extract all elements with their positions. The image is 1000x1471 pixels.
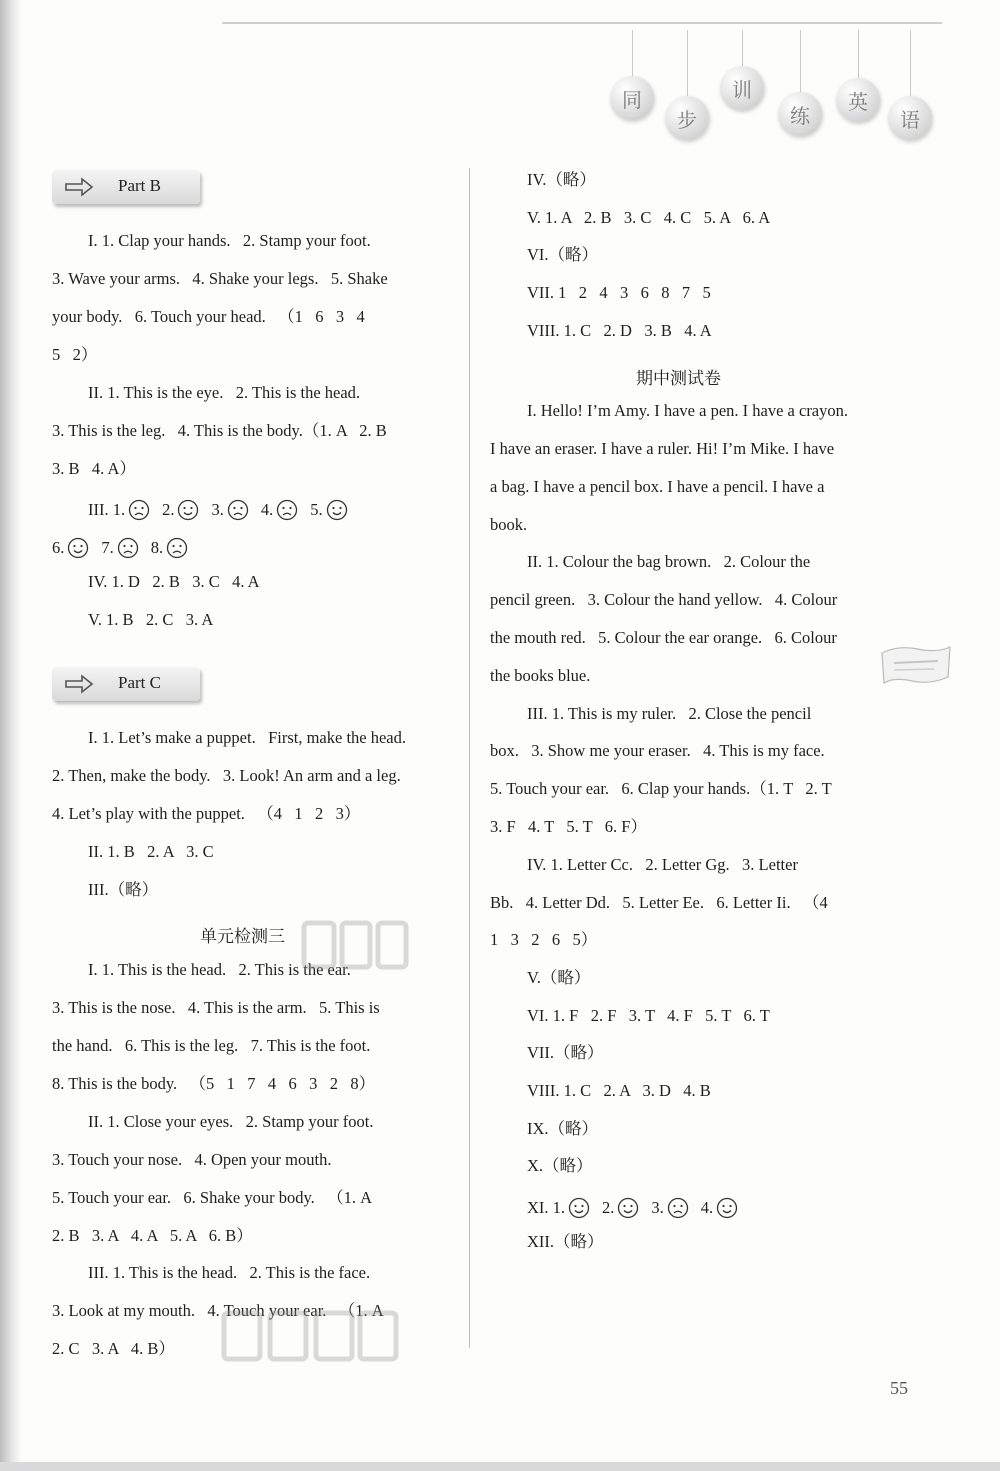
text-line: X.（略） bbox=[527, 1156, 593, 1175]
happy-face-icon bbox=[326, 499, 348, 521]
text-line: II. 1. Colour the bag brown. 2. Colour the bbox=[527, 552, 811, 571]
face-item bbox=[310, 498, 359, 522]
text-line: 3. Look at my mouth. 4. Touch your ear. （1. A bbox=[52, 1301, 384, 1320]
item-number: 2. bbox=[162, 500, 175, 519]
text-line: 2. B 3. A 4. A 5. A 6. B） bbox=[52, 1226, 253, 1245]
text-line: 3. This is the nose. 4. This is the arm. 5. This is bbox=[52, 998, 380, 1017]
text-line: your body. 6. Touch your head. （1 6 3 4 bbox=[52, 307, 365, 326]
tag-string bbox=[632, 30, 633, 80]
text-line: III. 1. This is the head. 2. This is the face. bbox=[88, 1263, 371, 1282]
item-number: 1. bbox=[552, 1198, 566, 1217]
item-number: 5. bbox=[310, 500, 323, 519]
text-line: 1 3 2 6 5） bbox=[490, 930, 598, 949]
text-line: box. 3. Show me your eraser. 4. This is my face. bbox=[490, 741, 825, 760]
faces-row bbox=[527, 1196, 750, 1220]
face-item bbox=[553, 1196, 602, 1220]
text-line: XII.（略） bbox=[527, 1232, 604, 1251]
face-item bbox=[151, 536, 200, 560]
text-line: 2. C 3. A 4. B） bbox=[52, 1339, 175, 1358]
text-line: 5. Touch your ear. 6. Clap your hands.（1. T 2. T bbox=[490, 779, 832, 798]
text-line: the books blue. bbox=[490, 666, 591, 685]
sad-face-icon bbox=[227, 499, 249, 521]
text-line: book. bbox=[490, 515, 528, 534]
text-line: V. 1. A 2. B 3. C 4. C 5. A 6. A bbox=[527, 208, 771, 227]
footer-rule bbox=[0, 1462, 1000, 1471]
text-line: 3. Wave your arms. 4. Shake your legs. 5. Shake bbox=[52, 269, 388, 288]
text-line: 5. Touch your ear. 6. Shake your body. （1. A bbox=[52, 1188, 373, 1207]
arrow-right-icon bbox=[64, 673, 94, 695]
text-line: VI.（略） bbox=[527, 245, 599, 264]
section-label: Part C bbox=[118, 673, 161, 692]
title-tag: 练 bbox=[778, 92, 822, 136]
title-tag: 步 bbox=[665, 96, 709, 140]
section-header-part-c bbox=[52, 667, 200, 701]
column-divider bbox=[469, 168, 470, 1348]
title-tag: 同 bbox=[610, 76, 654, 120]
text-line: 8. This is the body. （5 1 7 4 6 3 2 8） bbox=[52, 1074, 376, 1093]
tag-string bbox=[858, 30, 859, 82]
sad-face-icon bbox=[128, 499, 150, 521]
text-line: V.（略） bbox=[527, 968, 591, 987]
happy-face-icon bbox=[177, 499, 199, 521]
text-line: a bag. I have a pencil box. I have a pencil. I have a bbox=[490, 477, 825, 496]
item-number: III. bbox=[88, 500, 109, 519]
item-number: 1. bbox=[112, 500, 126, 519]
watermark-mark bbox=[220, 1305, 400, 1367]
text-line: 5 2） bbox=[52, 345, 98, 364]
text-line: II. 1. This is the eye. 2. This is the head. bbox=[88, 383, 361, 402]
sad-face-icon bbox=[166, 537, 188, 559]
face-item bbox=[261, 498, 310, 522]
face-item bbox=[101, 536, 150, 560]
section-header-part-b bbox=[52, 170, 200, 204]
tag-string bbox=[687, 30, 688, 100]
text-line: 3. B 4. A） bbox=[52, 459, 136, 478]
text-line: Bb. 4. Letter Dd. 5. Letter Ee. 6. Letter Ii. （4 bbox=[490, 893, 828, 912]
face-item bbox=[651, 1196, 700, 1220]
faces-row bbox=[88, 498, 360, 522]
text-line: IX.（略） bbox=[527, 1119, 599, 1138]
text-line: 3. F 4. T 5. T 6. F） bbox=[490, 817, 647, 836]
text-line: III.（略） bbox=[88, 880, 159, 899]
item-number: 6. bbox=[52, 538, 65, 557]
item-number: XI. bbox=[527, 1198, 549, 1217]
text-line: 2. Then, make the body. 3. Look! An arm and a leg. bbox=[52, 766, 401, 785]
text-line: pencil green. 3. Colour the hand yellow. 4. Colour bbox=[490, 590, 838, 609]
title-tags bbox=[600, 20, 960, 150]
text-line: the mouth red. 5. Colour the ear orange. 6. Colour bbox=[490, 628, 837, 647]
page-edge-shadow bbox=[0, 0, 22, 1471]
sad-face-icon bbox=[667, 1197, 689, 1219]
text-line: 3. This is the leg. 4. This is the body.（1. A 2. B bbox=[52, 421, 387, 440]
text-line: III. 1. This is my ruler. 2. Close the pencil bbox=[527, 704, 812, 723]
face-item bbox=[52, 536, 101, 560]
face-item bbox=[162, 498, 211, 522]
happy-face-icon bbox=[716, 1197, 738, 1219]
title-tag: 语 bbox=[888, 96, 932, 140]
item-number: 3. bbox=[211, 500, 224, 519]
faces-row bbox=[52, 536, 200, 560]
tag-string bbox=[742, 30, 743, 70]
happy-face-icon bbox=[67, 537, 89, 559]
text-line: I. 1. Clap your hands. 2. Stamp your foot. bbox=[88, 231, 371, 250]
happy-face-icon bbox=[617, 1197, 639, 1219]
text-line: 4. Let’s play with the puppet. （4 1 2 3） bbox=[52, 804, 361, 823]
page-number: 55 bbox=[890, 1378, 908, 1398]
watermark-mark bbox=[300, 915, 410, 975]
text-line: VIII. 1. C 2. D 3. B 4. A bbox=[527, 321, 712, 340]
face-item bbox=[602, 1196, 651, 1220]
text-line: II. 1. Close your eyes. 2. Stamp your foot. bbox=[88, 1112, 374, 1131]
text-line: VII.（略） bbox=[527, 1043, 604, 1062]
text-line: the hand. 6. This is the leg. 7. This is the foot. bbox=[52, 1036, 371, 1055]
tag-string bbox=[800, 30, 801, 96]
text-line: II. 1. B 2. A 3. C bbox=[88, 842, 214, 861]
text-line: 3. Touch your nose. 4. Open your mouth. bbox=[52, 1150, 332, 1169]
item-number: 8. bbox=[150, 538, 164, 557]
tag-string bbox=[910, 30, 911, 100]
face-item bbox=[113, 498, 162, 522]
face-item bbox=[701, 1196, 750, 1220]
arrow-right-icon bbox=[64, 176, 94, 198]
sad-face-icon bbox=[276, 499, 298, 521]
text-line: V. 1. B 2. C 3. A bbox=[88, 610, 214, 629]
title-tag: 英 bbox=[836, 78, 880, 122]
text-line: VI. 1. F 2. F 3. T 4. F 5. T 6. T bbox=[527, 1006, 770, 1025]
stamp-icon bbox=[878, 643, 954, 687]
face-item bbox=[211, 498, 260, 522]
text-line: I. 1. This is the head. 2. This is the ear. bbox=[88, 960, 351, 979]
title-tag: 训 bbox=[720, 66, 764, 110]
sad-face-icon bbox=[117, 537, 139, 559]
section-label: Part B bbox=[118, 176, 161, 195]
text-line: IV. 1. Letter Cc. 2. Letter Gg. 3. Letter bbox=[527, 855, 798, 874]
item-number: 3. bbox=[651, 1198, 664, 1217]
item-number: 4. bbox=[700, 1198, 714, 1217]
section-heading: 期中测试卷 bbox=[636, 369, 721, 389]
text-line: VII. 1 2 4 3 6 8 7 5 bbox=[527, 283, 711, 302]
item-number: 2. bbox=[602, 1198, 615, 1217]
text-line: IV.（略） bbox=[527, 170, 596, 189]
text-line: I. 1. Let’s make a puppet. First, make the head. bbox=[88, 728, 406, 747]
text-line: VIII. 1. C 2. A 3. D 4. B bbox=[527, 1081, 711, 1100]
text-line: I have an eraser. I have a ruler. Hi! I’m Mike. I have bbox=[490, 439, 835, 458]
item-number: 4. bbox=[260, 500, 274, 519]
happy-face-icon bbox=[568, 1197, 590, 1219]
section-heading: 单元检测三 bbox=[200, 927, 285, 947]
item-number: 7. bbox=[101, 538, 114, 557]
text-line: I. Hello! I’m Amy. I have a pen. I have a crayon. bbox=[527, 401, 849, 420]
text-line: IV. 1. D 2. B 3. C 4. A bbox=[88, 572, 260, 591]
